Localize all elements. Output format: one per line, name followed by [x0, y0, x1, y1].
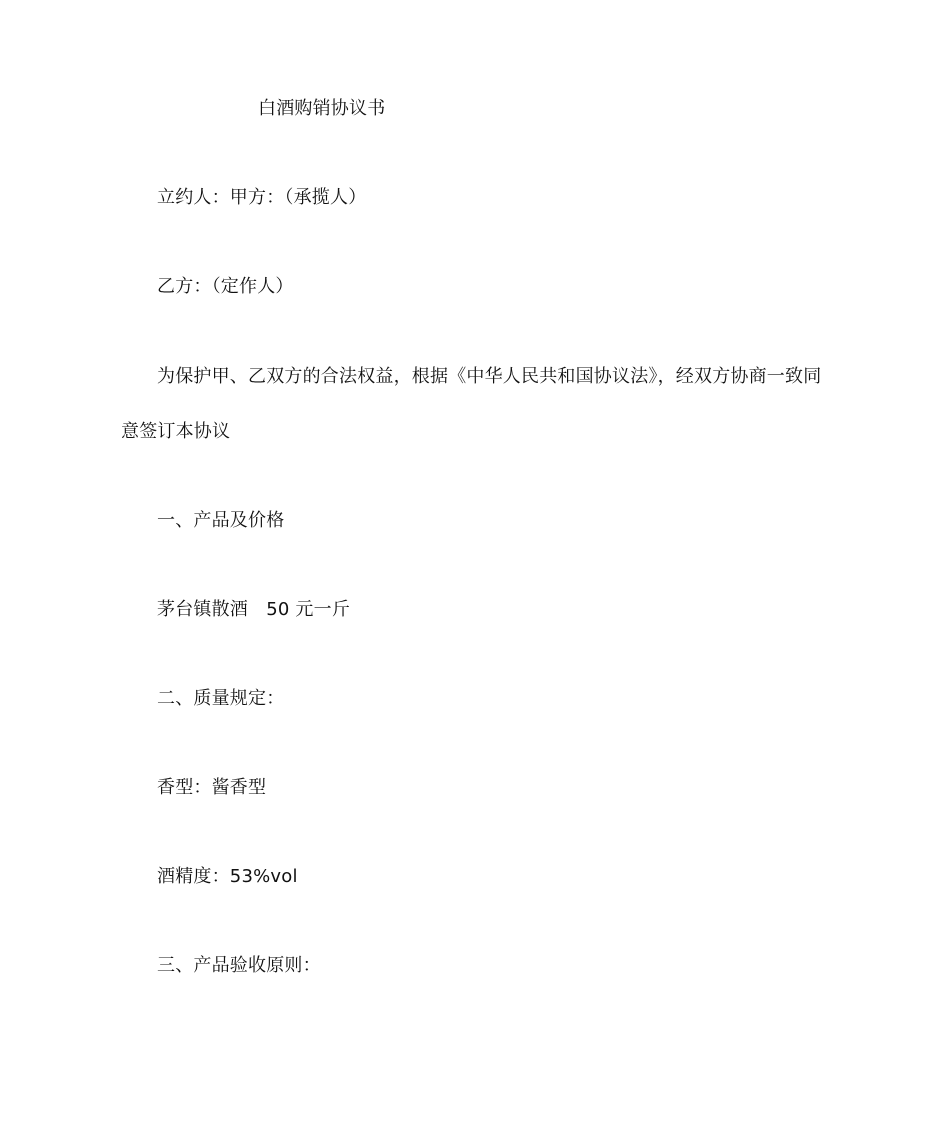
document-title: 白酒购销协议书: [258, 98, 386, 119]
party-b-line: 乙方：（定作人）: [157, 276, 294, 297]
section-heading-acceptance: 三、产品验收原则：: [157, 955, 321, 976]
preamble-line-2: 意签订本协议: [121, 421, 231, 442]
section-heading-product-price: 一、产品及价格: [157, 510, 285, 531]
parties-line: 立约人：甲方：（承揽人）: [157, 187, 367, 208]
aroma-type-line: 香型：酱香型: [157, 777, 267, 798]
product-price-line: 茅台镇散酒 50 元一斤: [157, 599, 351, 620]
section-heading-quality: 二、质量规定：: [157, 688, 285, 709]
alcohol-content-line: 酒精度：53%vol: [157, 866, 298, 887]
preamble-line-1: 为保护甲、乙双方的合法权益，根据《中华人民共和国协议法》，经双方协商一致同: [157, 366, 822, 387]
